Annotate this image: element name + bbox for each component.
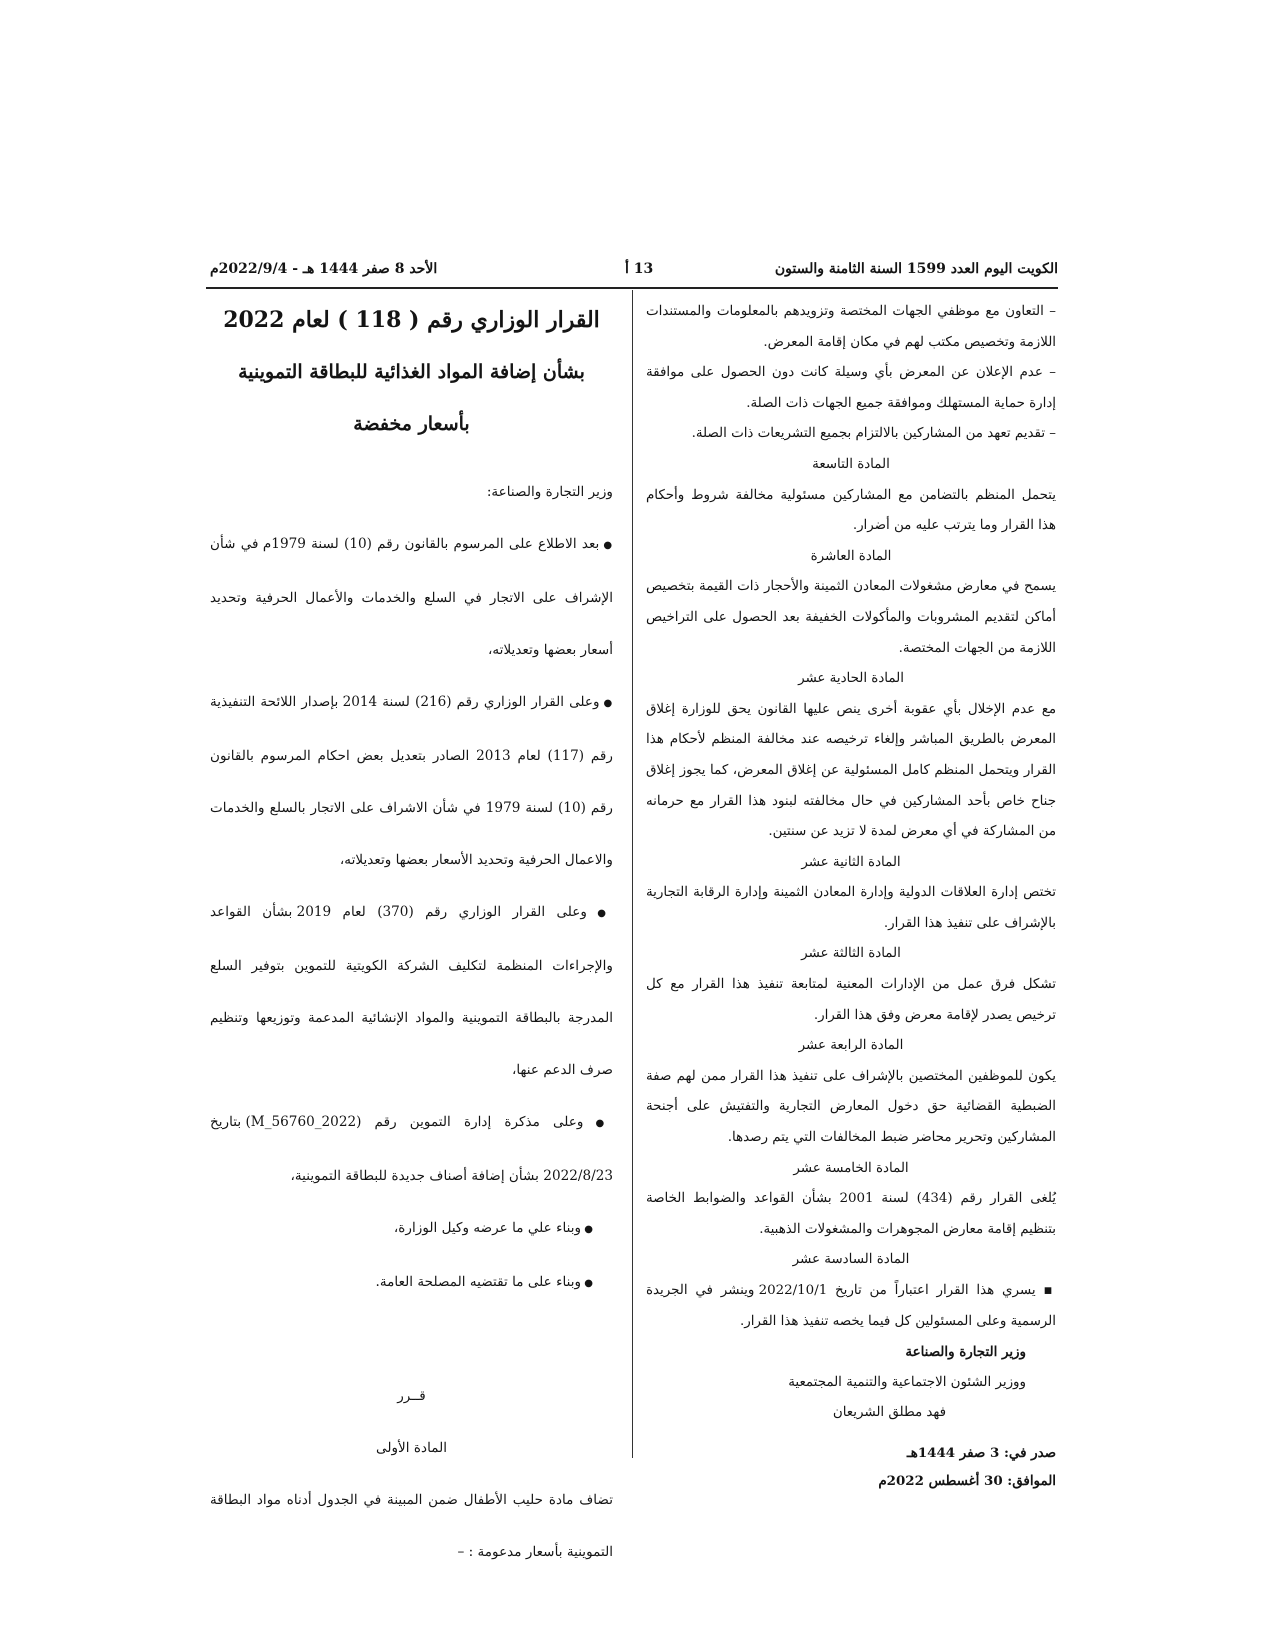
issue-date: صدر في: 3 صفر 1444هـ <box>906 1444 1056 1461</box>
article-text: مع عدم الإخلال بأي عقوبة أخرى ينص عليها القانون يحق للوزارة إغلاق المعرض بالطريق المباشر وإلغاء ترخيصه عند مخالفة المنظم لأحكام هذا القرار ويتحمل المنظم كامل المسئولية عن إغلاق المعرض، كما يجوز إغلاق جناح خاص بأحد المشاركين في حال مخالفته لبنود هذا القرار مع حرمانه من المشاركة في أي معرض لمدة لا تزيد عن سنتين. <box>646 701 1056 840</box>
corresponding-date: الموافق: 30 أغسطس 2022م <box>878 1472 1056 1489</box>
article-text: يسمح في معارض مشغولات المعادن الثمينة والأحجار ذات القيمة بتخصيص أماكن لتقديم المشروبات والمأكولات الخفيفة بعد الحصول على التراخيص اللازمة من الجهات المختصة. <box>646 579 1056 656</box>
preamble-item: ● وعلى القرار الوزاري رقم (370) لعام 2019 بشأن القواعد والإجراءات المنظمة لتكليف الشركة الكويتية للتموين بتوفير السلع المدرجة بالبطاقة التموينية والمواد الإنشائية المدعمة وتوزيعها وتنظيم صرف الدعم عنها، <box>210 886 613 1096</box>
article-text: يكون للموظفين المختصين بالإشراف على تنفيذ هذا القرار ممن لهم صفة الضبطية القضائية حق دخول المعارض التجارية والتفتيش على أجنحة المشاركين وتحرير محاضر ضبط المخالفات التي يتم رصدها. <box>646 1068 1056 1146</box>
article-heading: المادة الخامسة عشر <box>793 1160 909 1176</box>
article-text: يُلغى القرار رقم (434) لسنة 2001 بشأن القواعد والضوابط الخاصة بتنظيم إقامة معارض المجوهرات والمشغولات الذهبية. <box>646 1191 1057 1237</box>
left-column <box>210 300 613 1578</box>
article-heading: المادة الرابعة عشر <box>798 1038 904 1054</box>
article-heading: المادة العاشرة <box>810 548 892 564</box>
header-page-number: 13 أ <box>625 261 654 277</box>
decision-subtitle-2: بأسعار مخفضة <box>353 413 470 435</box>
header-date: الأحد 8 صفر 1444 هـ - 2022/9/4م <box>210 261 438 277</box>
page-header <box>210 257 1058 283</box>
preamble-item: ● وبناء علي ما عرضه وكيل الوزارة، <box>210 1202 613 1256</box>
signature-name: فهد مطلق الشريعان <box>832 1405 946 1421</box>
decided-heading: قــرر <box>397 1388 426 1404</box>
signature-title: وزير التجارة والصناعة <box>905 1344 1026 1361</box>
article-text: تشكل فرق عمل من الإدارات المعنية لمتابعة تنفيذ هذا القرار مع كل ترخيص يصدر لإقامة معرض وفق هذا القرار. <box>646 977 1056 1023</box>
article-text: يتحمل المنظم بالتضامن مع المشاركين مسئولية مخالفة شروط وأحكام هذا القرار وما يترتب عليه من أضرار. <box>646 487 1056 534</box>
decision-subtitle: بشأن إضافة المواد الغذائية للبطاقة التموينية <box>238 361 585 383</box>
header-rule <box>206 287 1058 289</box>
condition-item: – عدم الإعلان عن المعرض بأي وسيلة كانت دون الحصول على موافقة إدارة حماية المستهلك وموافقة جميع الجهات ذات الصلة. <box>646 365 1056 411</box>
preamble-item: ● وعلى القرار الوزاري رقم (216) لسنة 2014 بإصدار اللائحة التنفيذية رقم (117) لعام 2013 الصادر بتعديل بعض احكام المرسوم بالقانون رقم (10) لسنة 1979 في شأن الاشراف على الاتجار بالسلع والخدمات والاعمال الحرفية وتحديد الأسعار بعضها وتعديلاته، <box>210 676 613 886</box>
column-divider <box>632 290 633 1458</box>
article-text: تختص إدارة العلاقات الدولية وإدارة المعادن الثمينة وإدارة الرقابة التجارية بالإشراف على تنفيذ هذا القرار. <box>646 885 1056 931</box>
header-issue-info: الكويت اليوم العدد 1599 السنة الثامنة والستون <box>774 261 1058 277</box>
condition-item: – تقديم تعهد من المشاركين بالالتزام بجميع التشريعات ذات الصلة. <box>691 426 1056 442</box>
article-heading: المادة الثالثة عشر <box>801 946 901 962</box>
article-text: ▪ يسري هذا القرار اعتباراً من تاريخ 2022/10/1 وينشر في الجريدة الرسمية وعلى المسئولين كل فيما يخصه تنفيذ هذا القرار. <box>646 1283 1056 1329</box>
condition-item: – التعاون مع موظفي الجهات المختصة وتزويدهم بالمعلومات والمستندات اللازمة وتخصيص مكتب لهم في مكان إقامة المعرض. <box>646 304 1056 350</box>
article-text: تضاف مادة حليب الأطفال ضمن المبينة في الجدول أدناه مواد البطاقة التموينية بأسعار مدعومة : – <box>210 1492 613 1560</box>
article-heading: المادة الحادية عشر <box>798 671 904 687</box>
article-heading: المادة الأولى <box>376 1440 447 1456</box>
preamble-item: ● بعد الاطلاع على المرسوم بالقانون رقم (10) لسنة 1979م في شأن الإشراف على الاتجار في السلع والخدمات والأعمال الحرفية وتحديد أسعار بعضها وتعديلاته، <box>210 518 613 676</box>
minister-line: وزير التجارة والصناعة: <box>486 484 613 500</box>
preamble-item: ● وبناء على ما تقتضيه المصلحة العامة. <box>210 1256 613 1310</box>
signature-title-2: ووزير الشئون الاجتماعية والتنمية المجتمعية <box>788 1374 1026 1390</box>
article-heading: المادة السادسة عشر <box>792 1252 910 1268</box>
decision-title: القرار الوزاري رقم ( 118 ) لعام 2022 <box>223 307 600 333</box>
spacer <box>210 1310 613 1370</box>
preamble-item: ● وعلى مذكرة إدارة التموين رقم (M_56760_2022) بتاريخ 2022/8/23 بشأن إضافة أصناف جديدة للبطاقة التموينية، <box>210 1096 613 1202</box>
article-heading: المادة التاسعة <box>812 456 890 472</box>
right-column <box>646 297 1056 1495</box>
article-heading: المادة الثانية عشر <box>801 854 901 870</box>
